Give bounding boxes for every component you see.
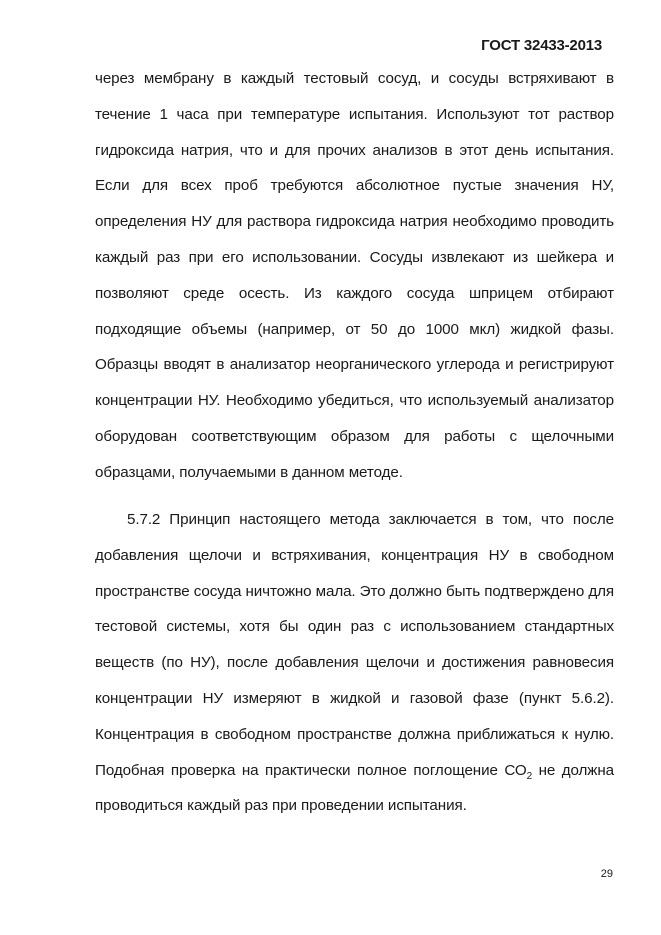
paragraph-continuation: через мембрану в каждый тестовый сосуд, и сосуды встряхивают в течение 1 часа при температуре испытания. Используют тот раствор гидроксида натрия, что и для прочих анализов в этот день испытания. Если для всех проб требуются абсолютное пустые значения НУ, определения НУ для раствора гидроксида натрия необходимо проводить каждый раз при его использовании. Сосуды извлекают из шейкера и позволяют среде осесть. Из каждого сосуда шприцем отбирают подходящие объемы (например, от 50 до 1000 мкл) жидкой фазы. Образцы вводят в анализатор неорганического углерода и регистрируют концентрации НУ. Необходимо убедиться, что используемый анализатор оборудован соответствующим образом для работы с щелочными образцами, получаемыми в данном методе. bbox=[95, 70, 614, 481]
subscript: 2 bbox=[526, 770, 533, 782]
paragraph-text-start: 5.7.2 Принцип настоящего метода заключается в том, что после добавления щелочи и встряхивания, концентрация НУ в свободном пространстве сосуда ничтожно мала. Это должно быть подтверждено для тестовой системы, хотя бы один раз с использованием стандартных веществ (по НУ), после добавления щелочи и достижения равновесия концентрации НУ измеряют в жидкой и газовой фазе (пункт 5.6.2). Концентрация в свободном пространстве должна приближаться к нулю. Подобная проверка на практически полное поглощение СО bbox=[95, 511, 615, 779]
document-code-header: ГОСТ 32433-2013 bbox=[481, 37, 602, 54]
paragraph-text-end: не должна проводиться каждый раз при проведении испытания. bbox=[95, 761, 614, 815]
page-number: 29 bbox=[600, 868, 613, 880]
paragraph-5-7-2 bbox=[95, 502, 614, 824]
